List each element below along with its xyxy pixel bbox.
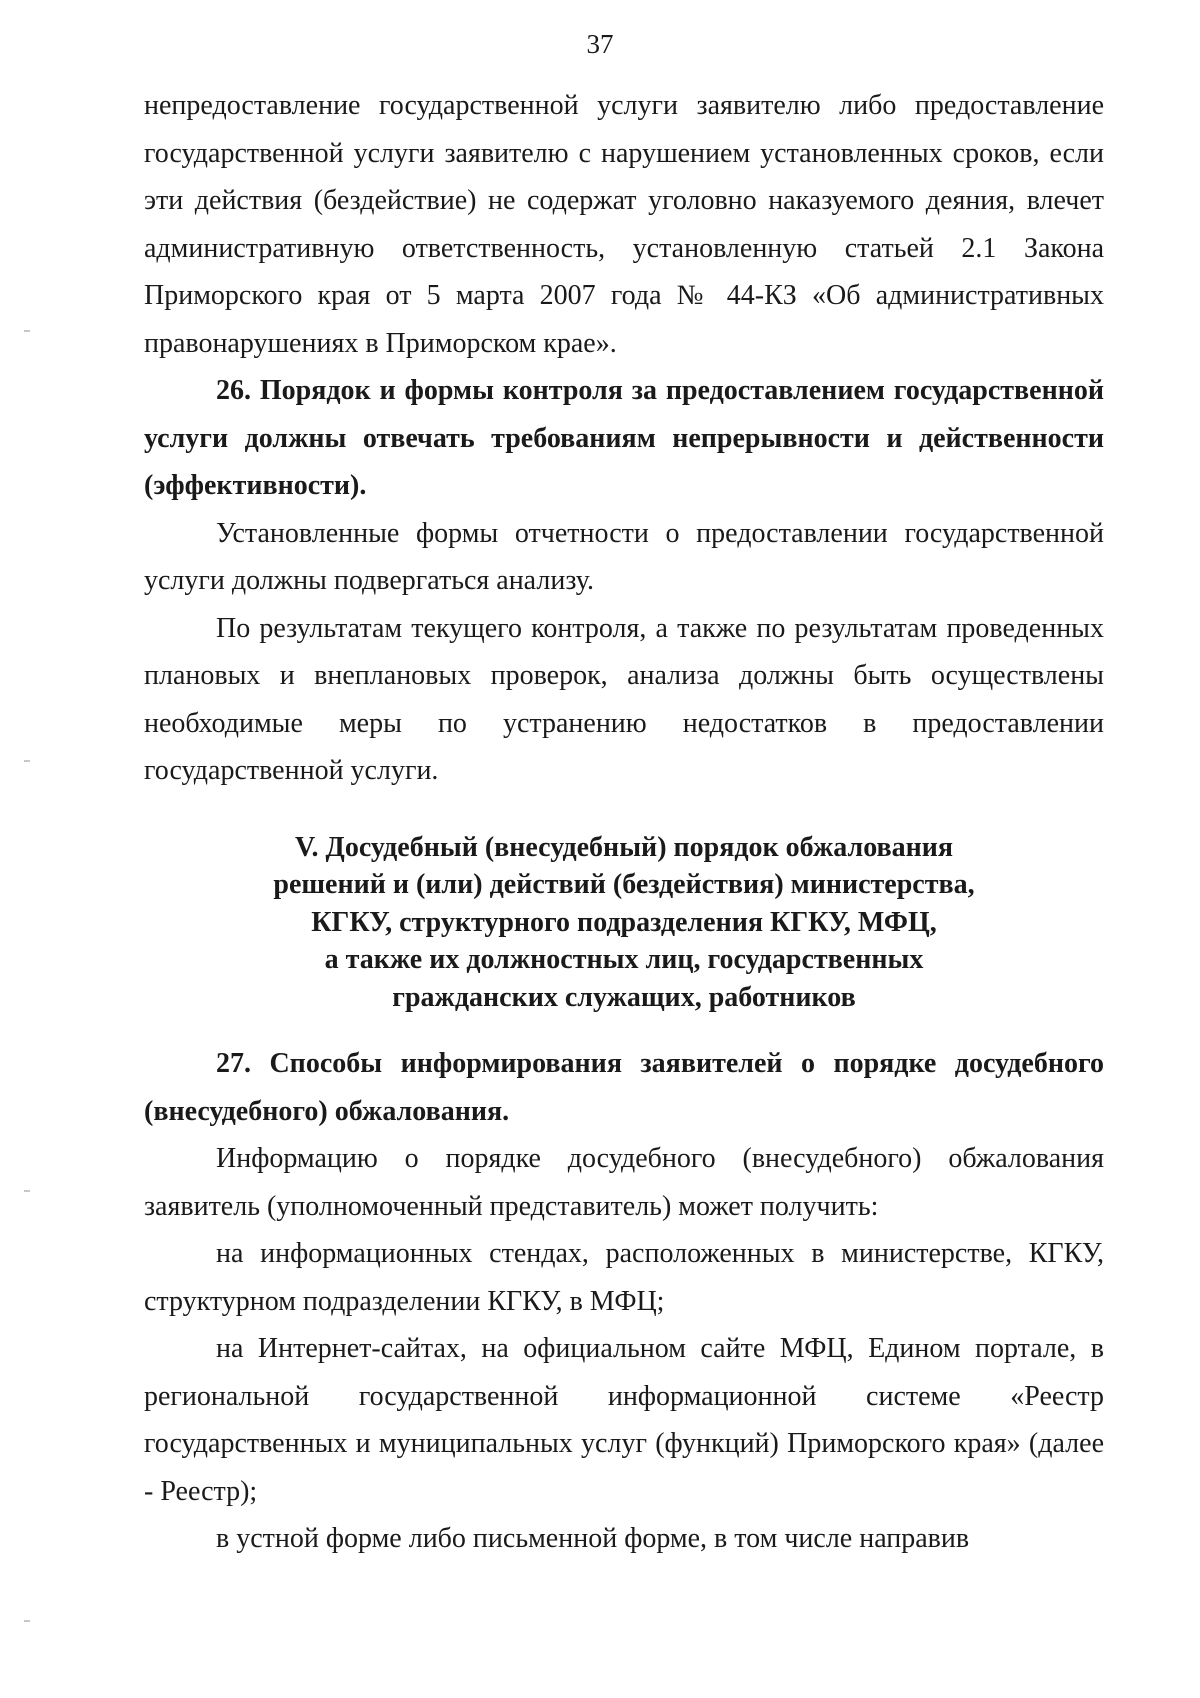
section-heading-line: КГКУ, структурного подразделения КГКУ, МФЦ, <box>311 906 937 938</box>
document-body <box>144 82 1104 1563</box>
section-heading-line: гражданских служащих, работников <box>392 981 856 1013</box>
scan-artifact <box>24 1620 30 1622</box>
paragraph-control-results: По результатам текущего контроля, а также по результатам проведенных плановых и внеплановых проверок, анализа должны быть осуществлены необходимые меры по устранению недостатков в предоставлении государственной услуги. <box>144 612 1104 786</box>
scan-artifact <box>24 760 30 762</box>
paragraph-information-sources: Информацию о порядке досудебного (внесудебного) обжалования заявитель (уполномоченный представитель) может получить: <box>144 1143 1104 1222</box>
section-v-heading <box>144 829 1104 1017</box>
section-heading-line: а также их должностных лиц, государственных <box>324 944 924 975</box>
paragraph-liability-continuation: непредоставление государственной услуги заявителю либо предоставление государственной услуги заявителю с нарушением установленных сроков, если эти действия (бездействие) не содержат уголовно наказуемого деяния, влечет административную ответственность, установленную статьей 2.1 Закона Приморского края от 5 марта 2007 года № 44-КЗ «Об административных правонарушениях в Приморском крае». <box>144 90 1104 359</box>
scan-artifact <box>24 330 30 332</box>
scan-artifact <box>24 1190 30 1192</box>
paragraph-reporting-forms: Установленные формы отчетности о предоставлении государственной услуги должны подвергаться анализу. <box>144 517 1104 596</box>
page-number: 37 <box>586 29 614 59</box>
paragraph-26-heading: 26. Порядок и формы контроля за предоставлением государственной услуги должны отвечать требованиям непрерывности и действенности (эффективности). <box>144 375 1104 501</box>
paragraph-info-stands: на информационных стендах, расположенных в министерстве, КГКУ, структурном подразделении КГКУ, в МФЦ; <box>144 1238 1104 1317</box>
paragraph-oral-written-form: в устной форме либо письменной форме, в том числе направив <box>216 1523 970 1554</box>
section-heading-line: V. Досудебный (внесудебный) порядок обжалования <box>294 831 954 863</box>
paragraph-internet-sites: на Интернет-сайтах, на официальном сайте МФЦ, Едином портале, в региональной государственной информационной системе «Реестр государственных и муниципальных услуг (функций) Приморского края» (далее - Реестр); <box>144 1333 1104 1507</box>
section-heading-line: решений и (или) действий (бездействия) министерства, <box>273 869 975 900</box>
paragraph-27-heading: 27. Способы информирования заявителей о порядке досудебного (внесудебного) обжалования. <box>144 1048 1104 1127</box>
